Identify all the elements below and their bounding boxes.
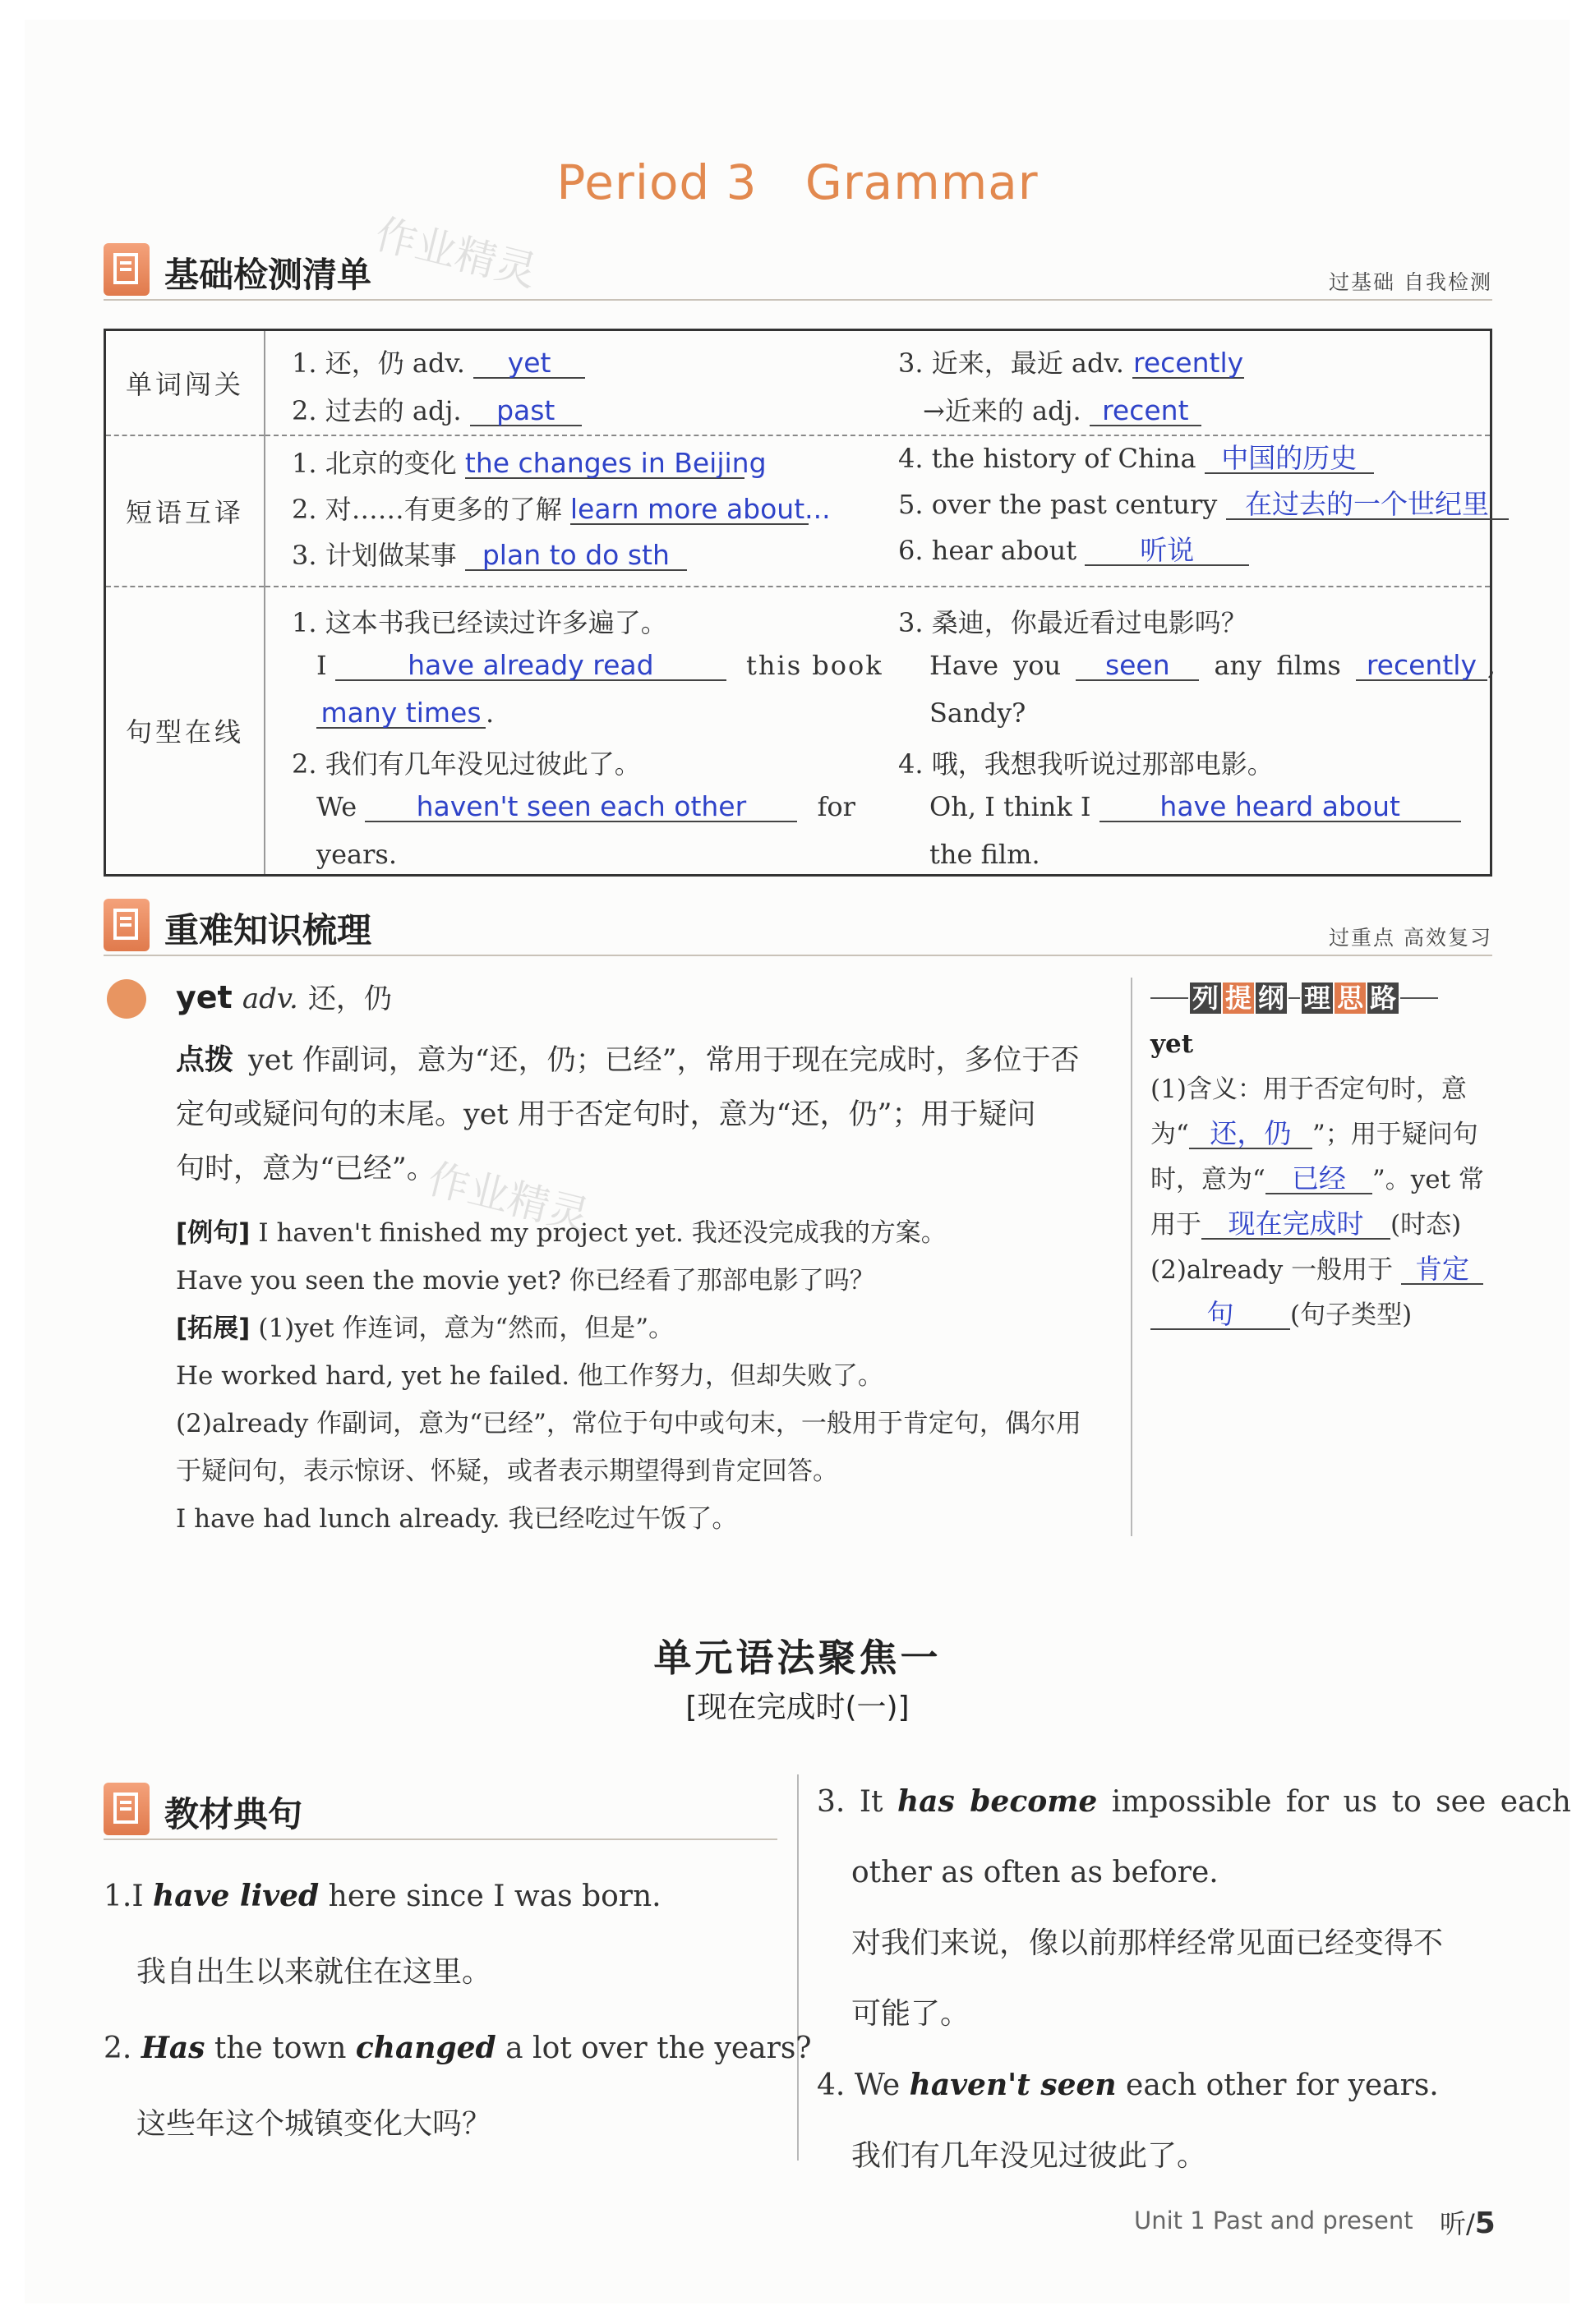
sidebar-line <box>1150 1157 1496 1203</box>
number: 3. <box>817 1785 846 1819</box>
text: 为“ <box>1150 1120 1189 1149</box>
grammar-focus-title: 单元语法聚焦一 <box>653 1636 942 1680</box>
divider <box>104 299 1492 301</box>
answer: learn more about... <box>569 492 831 525</box>
basic-check-table <box>104 329 1496 877</box>
phrase-item <box>292 443 767 481</box>
prompt: 3. 计划做某事 <box>292 539 457 571</box>
sentence-translation: 对我们来说，像以前那样经常见面已经变得不 <box>851 1926 1444 1960</box>
key-phrase: haven't seen <box>909 2068 1117 2102</box>
text: yet 作副词，意为“还，仍；已经”，常用于现在完成时，多位于否 <box>248 1044 1080 1077</box>
extend-line: (2)already 作副词，意为“已经”，常位于句中或句末，一般用于肯定句，偶尔用 <box>176 1409 1081 1438</box>
section-subtitle: 过基础 自我检测 <box>1329 270 1492 294</box>
sentence-en: years. <box>316 838 397 870</box>
sentence-en: the film. <box>929 838 1040 870</box>
divider <box>1400 997 1438 999</box>
phrase-item <box>898 535 1249 566</box>
tag: 提 <box>1223 983 1254 1014</box>
sentence-en <box>929 650 1496 681</box>
prompt: 1. 还，仍 adv. <box>292 347 465 379</box>
phrase-item <box>898 443 1374 474</box>
prompt: 3. 近来，最近 adv. <box>898 347 1124 379</box>
word-item <box>923 390 1201 428</box>
text: (1)yet 作连词，意为“然而，但是”。 <box>258 1314 675 1343</box>
prompt: 2. 过去的 adj. <box>292 395 462 426</box>
page-digit: 5 <box>1474 2207 1496 2240</box>
text: the town <box>205 2032 356 2065</box>
text: . <box>486 697 495 729</box>
section-title: 重难知识梳理 <box>164 910 372 950</box>
divider <box>1288 997 1300 999</box>
key-phrase: has become <box>897 1784 1098 1819</box>
section-icon <box>104 899 150 951</box>
text: this book <box>745 649 883 681</box>
headword: yet <box>176 979 233 1015</box>
examples <box>176 1209 1081 1543</box>
text: for <box>817 790 855 822</box>
tag: 纲 <box>1256 983 1287 1014</box>
word-item <box>292 390 582 428</box>
tag: 路 <box>1367 983 1399 1014</box>
divider <box>104 1838 777 1840</box>
number: 4. <box>817 2069 846 2102</box>
answer: 还，仍 <box>1189 1120 1312 1149</box>
sidebar-outline <box>1150 983 1496 1338</box>
section-title: 基础检测清单 <box>164 255 372 295</box>
text: , <box>1487 649 1496 681</box>
answer: 句 <box>1150 1300 1290 1330</box>
page-number <box>1440 2203 1496 2241</box>
sentence-item <box>104 1858 812 1935</box>
page-title: Period 3 Grammar <box>556 154 1039 210</box>
sidebar-line <box>1150 1203 1496 1248</box>
phrase-item <box>292 489 831 527</box>
sentence-cn: 3. 桑迪，你最近看过电影吗？ <box>898 606 1247 638</box>
section-header-basic <box>104 243 1492 301</box>
sentence-cn: 4. 哦，我想我听说过那部电影。 <box>898 748 1274 780</box>
text: I haven't finished my project yet. 我还没完成我的方案。 <box>258 1218 947 1248</box>
text: each other for years. <box>1116 2069 1439 2102</box>
row-content <box>265 435 1491 587</box>
text: 用于 <box>1150 1210 1201 1240</box>
phrase-item <box>898 489 1509 520</box>
answer: yet <box>473 349 585 379</box>
phrase-item <box>292 535 687 573</box>
example-label: [例句] <box>176 1218 251 1248</box>
point-label: 点拨 <box>176 1044 234 1077</box>
text: Have you <box>929 649 1062 681</box>
key-phrase: have lived <box>153 1879 320 1913</box>
sentence-item: other as often as before. <box>851 1856 1219 1889</box>
table-row <box>105 435 1491 587</box>
answer: 在过去的一个世纪里 <box>1226 490 1509 520</box>
section-subtitle: 过重点 高效复习 <box>1329 926 1492 950</box>
extend-line: 于疑问句，表示惊讶、怀疑，或者表示期望得到肯定回答。 <box>176 1457 838 1486</box>
row-label: 句型在线 <box>105 587 265 876</box>
explanation-line: 定句或疑问句的末尾。yet 用于否定句时，意为“还，仍”；用于疑问 <box>176 1098 1036 1131</box>
text: here since I was born. <box>319 1880 662 1913</box>
section-header-key-points <box>104 899 1492 956</box>
text: (时态) <box>1390 1210 1462 1240</box>
explanation <box>176 1033 1121 1196</box>
answer: 中国的历史 <box>1205 444 1374 474</box>
prompt: →近来的 adj. <box>923 395 1081 426</box>
divider <box>104 955 1492 956</box>
prompt: 6. hear about <box>898 534 1077 566</box>
answer: past <box>470 397 582 426</box>
textbook-sentences-right <box>817 1766 1571 2192</box>
text: Oh, I think I <box>929 790 1091 822</box>
answer: 现在完成时 <box>1201 1210 1390 1240</box>
tag: 列 <box>1190 983 1221 1014</box>
text: It <box>859 1785 897 1819</box>
answer: 听说 <box>1085 536 1249 566</box>
section-icon <box>104 1783 150 1835</box>
sentence-translation: 我们有几年没见过彼此了。 <box>851 2139 1207 2173</box>
word-item <box>292 343 585 380</box>
bullet-icon <box>107 979 146 1019</box>
sidebar-tags <box>1150 983 1496 1014</box>
part-of-speech: adv. <box>242 983 298 1015</box>
answer: have already read <box>335 651 726 681</box>
sentence-en: Sandy? <box>929 697 1026 729</box>
prompt: 1. 北京的变化 <box>292 447 457 479</box>
table-row <box>105 587 1491 876</box>
sentence-en <box>316 697 494 729</box>
text: (2)already 一般用于 <box>1150 1255 1394 1285</box>
extend-line: I have had lunch already. 我已经吃过午饭了。 <box>176 1504 738 1534</box>
number: 1. <box>104 1880 132 1913</box>
divider <box>1150 997 1188 999</box>
sentence-cn: 1. 这本书我已经读过许多遍了。 <box>292 606 667 638</box>
text: impossible for us to see each <box>1097 1785 1571 1819</box>
watermark: 作业精灵 <box>370 209 542 297</box>
text: any films <box>1214 649 1341 681</box>
sentence-translation: 这些年这个城镇变化大吗？ <box>136 2107 492 2141</box>
page-prefix: 听/ <box>1440 2208 1475 2239</box>
text: a lot over the years? <box>496 2032 812 2065</box>
key-word-heading <box>176 976 392 1016</box>
footer-unit: Unit 1 Past and present <box>1134 2207 1413 2234</box>
text: I <box>131 1880 154 1913</box>
answer: recently <box>1133 347 1244 379</box>
sentence-en <box>316 791 855 822</box>
text: We <box>316 790 357 822</box>
sentence-item <box>817 2050 1571 2121</box>
watermark: 作业精灵 <box>422 1154 595 1241</box>
tag: 思 <box>1335 983 1366 1014</box>
key-phrase: Has <box>141 2031 205 2065</box>
number: 2. <box>104 2032 132 2065</box>
tag: 理 <box>1302 983 1333 1014</box>
answer: 肯定 <box>1401 1255 1483 1285</box>
table-row <box>105 330 1491 435</box>
explanation-line <box>176 1033 1121 1088</box>
word-item <box>898 343 1244 380</box>
sidebar-divider <box>1131 978 1132 1536</box>
sidebar-line: (1)含义：用于否定句时，意 <box>1150 1075 1467 1104</box>
answer: many times <box>316 699 486 729</box>
text: (句子类型) <box>1290 1300 1413 1330</box>
sentence-translation: 可能了。 <box>851 1997 970 2031</box>
example-line <box>176 1209 1081 1257</box>
row-label: 单词闯关 <box>105 330 265 435</box>
example-line: Have you seen the movie yet? 你已经看了那部电影了吗？ <box>176 1266 875 1295</box>
extend-line: He worked hard, yet he failed. 他工作努力，但却失败了。 <box>176 1361 883 1391</box>
sentence-translation: 我自出生以来就住在这里。 <box>136 1955 492 1989</box>
answer: recently <box>1356 651 1487 681</box>
sidebar-line <box>1150 1112 1496 1157</box>
sidebar-line <box>1150 1293 1496 1338</box>
sentence-cn: 2. 我们有几年没见过彼此了。 <box>292 748 641 780</box>
grammar-focus-subtitle: [现在完成时(一)] <box>685 1691 910 1724</box>
sidebar-line <box>1150 1248 1496 1293</box>
extend-label: [拓展] <box>176 1314 251 1343</box>
explanation-line: 句时，意为“已经”。 <box>176 1153 436 1185</box>
sidebar-word: yet <box>1150 1029 1194 1059</box>
answer: 已经 <box>1265 1165 1372 1194</box>
answer: seen <box>1076 651 1199 681</box>
row-content <box>265 587 1496 876</box>
sidebar-body <box>1150 1022 1496 1338</box>
section-icon <box>104 243 150 296</box>
text: 时，意为“ <box>1150 1165 1265 1194</box>
sentence-en <box>316 650 883 681</box>
row-content <box>265 330 1491 435</box>
sentence-item <box>104 2010 812 2087</box>
section-header-textbook <box>104 1783 777 1840</box>
prompt: 2. 对……有更多的了解 <box>292 493 562 525</box>
answer: plan to do sth <box>465 541 687 571</box>
prompt: 5. over the past century <box>898 488 1218 520</box>
prompt: 4. the history of China <box>898 442 1196 474</box>
answer: the changes in Beijing <box>464 446 767 479</box>
key-phrase: changed <box>355 2031 496 2065</box>
meaning: 还，仍 <box>307 983 392 1015</box>
extend-line <box>176 1305 1081 1352</box>
answer: haven't seen each other <box>365 793 797 822</box>
text: ”；用于疑问句 <box>1311 1120 1478 1149</box>
text: ”。yet 常 <box>1371 1165 1484 1194</box>
answer: have heard about <box>1099 793 1461 822</box>
textbook-sentences-left <box>104 1858 812 2162</box>
sentence-en <box>929 791 1461 822</box>
sentence-item <box>817 1766 1571 1838</box>
row-label: 短语互译 <box>105 435 265 587</box>
text: We <box>854 2069 910 2102</box>
text: I <box>316 649 327 681</box>
answer: recent <box>1090 397 1201 426</box>
section-title: 教材典句 <box>164 1794 303 1834</box>
